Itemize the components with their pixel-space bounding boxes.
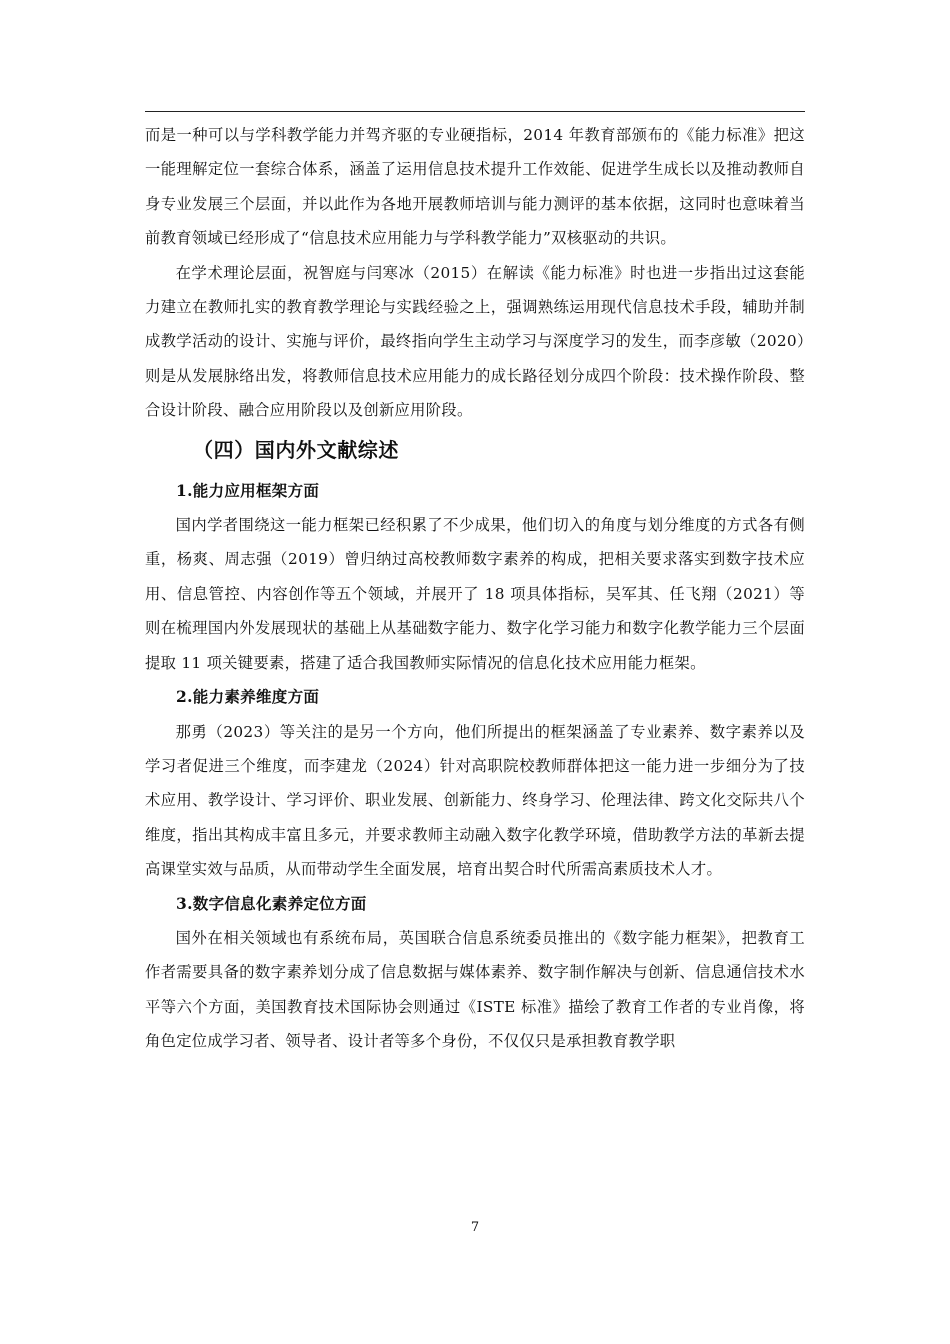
paragraph-continuation: 而是一种可以与学科教学能力并驾齐驱的专业硬指标，2014 年教育部颁布的《能力标准》把这一能理解定位一套综合体系，涵盖了运用信息技术提升工作效能、促进学生成长以及推动教师自身专业发展三个层面，并以此作为各地开展教师培训与能力测评的基本依据，这同时也意味着当前教育领域已经形成了“信息技术应用能力与学科教学能力”双核驱动的共识。 (145, 126, 805, 248)
subsection-heading-2: 2.能力素养维度方面 (176, 687, 320, 707)
page-body (145, 118, 805, 1059)
subsection-heading-3: 3.数字信息化素养定位方面 (176, 893, 367, 913)
paragraph-dimensions: 那勇（2023）等关注的是另一个方向，他们所提出的框架涵盖了专业素养、数字素养以及学习者促进三个维度，而李建龙（2024）针对高职院校教师群体把这一能力进一步细分为了技术应用、教学设计、学习评价、职业发展、创新能力、终身学习、伦理法律、跨文化交际共八个维度，指出其构成丰富且多元，并要求教师主动融入数字化教学环境，借助教学方法的革新去提高课堂实效与品质，从而带动学生全面发展，培育出契合时代所需高素质技术人才。 (145, 722, 805, 879)
paragraph-theory: 在学术理论层面，祝智庭与闫寒冰（2015）在解读《能力标准》时也进一步指出过这套能力建立在教师扎实的教育教学理论与实践经验之上，强调熟练运用现代信息技术手段，辅助并制成教学活动的设计、实施与评价，最终指向学生主动学习与深度学习的发生，而李彦敏（2020）则是从发展脉络出发，将教师信息技术应用能力的成长路径划分成四个阶段：技术操作阶段、整合设计阶段、融合应用阶段以及创新应用阶段。 (145, 263, 805, 420)
page-number: 7 (470, 1220, 480, 1235)
paragraph-framework: 国内学者围绕这一能力框架已经积累了不少成果，他们切入的角度与划分维度的方式各有侧重，杨爽、周志强（2019）曾归纳过高校教师数字素养的构成，把相关要求落实到数字技术应用、信息管控、内容创作等五个领域，并展开了 18 项具体指标，吴军其、任飞翔（2021）等则在梳理国内外发展现状的基础上从基础数字能力、数字化学习能力和数字化教学能力三个层面提取 11 项关键要素，搭建了适合我国教师实际情况的信息化技术应用能力框架。 (145, 516, 805, 672)
section-heading: （四）国内外文献综述 (193, 437, 399, 462)
header-rule (145, 111, 805, 112)
subsection-heading-1: 1.能力应用框架方面 (176, 480, 320, 500)
paragraph-international: 国外在相关领域也有系统布局，英国联合信息系统委员推出的《数字能力框架》，把教育工作者需要具备的数字素养划分成了信息数据与媒体素养、数字制作解决与创新、信息通信技术水平等六个方面，美国教育技术国际协会则通过《ISTE 标准》描绘了教育工作者的专业肖像，将角色定位成学习者、领导者、设计者等多个身份，不仅仅只是承担教育教学职 (145, 928, 805, 1051)
